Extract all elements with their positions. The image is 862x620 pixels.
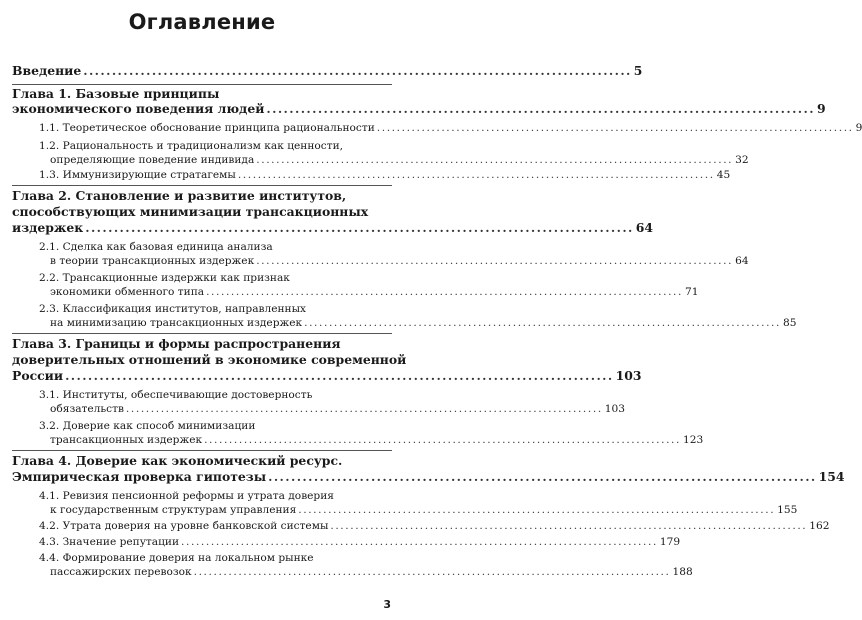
divider bbox=[12, 450, 392, 451]
toc-entry-label: 4.1. Ревизия пенсионной реформы и утрата доверия bbox=[39, 490, 334, 502]
toc-entry-label: экономики обменного типа bbox=[50, 286, 205, 298]
toc-entry-label: обязательств bbox=[50, 403, 124, 415]
toc-entry-label: трансакционных издержек bbox=[50, 434, 203, 446]
toc-entry-label: к государственным структурам управления bbox=[50, 504, 297, 516]
toc-page-number: 9 bbox=[816, 101, 826, 116]
toc-chapter-2-line-1[interactable] bbox=[12, 188, 392, 204]
toc-page-number: 64 bbox=[735, 255, 749, 267]
toc-section-2-2-line-2[interactable] bbox=[50, 284, 699, 300]
toc-chapter-2-line-2[interactable] bbox=[12, 204, 392, 220]
toc-entry-intro[interactable] bbox=[12, 63, 643, 79]
dot-leader: ................................................................................................ bbox=[304, 317, 781, 329]
toc-entry-label: 1.1. Теоретическое обоснование принципа рациональности bbox=[39, 122, 375, 134]
toc-section-4-1-line-2[interactable] bbox=[50, 502, 798, 518]
dot-leader: ................................................................................................ bbox=[330, 520, 808, 532]
toc-entry-label: 2.3. Классификация институтов, направленных bbox=[39, 303, 307, 315]
toc-section-3-1-line-2[interactable] bbox=[50, 401, 626, 417]
dot-leader: ................................................................................................ bbox=[376, 122, 854, 134]
toc-section-2-3-line-2[interactable] bbox=[50, 315, 797, 331]
toc-section-2-1-line-2[interactable] bbox=[50, 253, 749, 269]
toc-page-number: 64 bbox=[635, 220, 654, 235]
toc-entry-label: 4.3. Значение репутации bbox=[39, 536, 180, 548]
dot-leader: ................................................................................................ bbox=[85, 220, 634, 235]
toc-entry-label: способствующих минимизации трансакционных bbox=[12, 204, 369, 219]
toc-page-number: 123 bbox=[682, 434, 704, 446]
toc-entry-label: в теории трансакционных издержек bbox=[50, 255, 255, 267]
toc-page-number: 71 bbox=[684, 286, 699, 298]
toc-entry-label: 4.4. Формирование доверия на локальном рынке bbox=[39, 552, 314, 564]
toc-chapter-4-line-1[interactable] bbox=[12, 453, 392, 469]
toc-section-1-3[interactable] bbox=[39, 167, 731, 183]
divider bbox=[12, 333, 392, 334]
toc-section-4-2[interactable] bbox=[39, 518, 830, 534]
toc-page-number: 188 bbox=[672, 566, 693, 578]
toc-chapter-1-line-2[interactable] bbox=[12, 101, 826, 117]
toc-chapter-3-line-1[interactable] bbox=[12, 336, 392, 352]
toc-entry-label: Эмпирическая проверка гипотезы bbox=[12, 469, 267, 484]
toc-page-number: 32 bbox=[735, 154, 749, 166]
toc-entry-label: пассажирских перевозок bbox=[50, 566, 192, 578]
toc-entry-label: Глава 1. Базовые принципы bbox=[12, 86, 220, 101]
toc-entry-label: 3.2. Доверие как способ минимизации bbox=[39, 420, 256, 432]
toc-page-number: 103 bbox=[615, 368, 642, 383]
toc-entry-label: 1.3. Иммунизирующие стратагемы bbox=[39, 169, 236, 181]
toc-entry-label: экономического поведения людей bbox=[12, 101, 265, 116]
toc-entry-label: издержек bbox=[12, 220, 84, 235]
toc-entry-label: 1.2. Рациональность и традиционализм как ценности, bbox=[39, 140, 344, 152]
toc-page-number: 45 bbox=[716, 169, 731, 181]
toc-entry-label: 3.1. Институты, обеспечивающие достоверность bbox=[39, 389, 313, 401]
toc-entry-label: Глава 2. Становление и развитие институтов, bbox=[12, 188, 347, 203]
dot-leader: ................................................................................................ bbox=[256, 154, 734, 166]
dot-leader: ................................................................................................ bbox=[65, 368, 614, 383]
toc-chapter-3-line-3[interactable] bbox=[12, 368, 642, 384]
dot-leader: ................................................................................................ bbox=[193, 566, 671, 578]
toc-section-1-1[interactable] bbox=[39, 120, 862, 136]
toc-entry-label: России bbox=[12, 368, 64, 383]
toc-entry-label: Глава 3. Границы и формы распространения bbox=[12, 336, 341, 351]
toc-entry-label: Глава 4. Доверие как экономический ресурс. bbox=[12, 453, 343, 468]
dot-leader: ................................................................................................ bbox=[181, 536, 658, 548]
toc-page-number: 179 bbox=[659, 536, 681, 548]
toc-page-number: 154 bbox=[818, 469, 845, 484]
divider bbox=[12, 185, 392, 186]
toc-section-4-4-line-2[interactable] bbox=[50, 564, 693, 580]
toc-entry-label: определяющие поведение индивида bbox=[50, 154, 255, 166]
dot-leader: ................................................................................................ bbox=[206, 286, 683, 298]
toc-entry-label: 4.2. Утрата доверия на уровне банковской системы bbox=[39, 520, 329, 532]
toc-page-number: 5 bbox=[633, 63, 643, 78]
dot-leader: ................................................................................................ bbox=[268, 469, 817, 484]
toc-section-4-3[interactable] bbox=[39, 534, 681, 550]
dot-leader: ................................................................................................ bbox=[266, 101, 815, 116]
dot-leader: ................................................................................................ bbox=[83, 63, 632, 78]
toc-entry-label: доверительных отношений в экономике современной bbox=[12, 352, 407, 367]
toc-entry-label: на минимизацию трансакционных издержек bbox=[50, 317, 303, 329]
toc-page-number: 155 bbox=[777, 504, 798, 516]
dot-leader: ................................................................................................ bbox=[237, 169, 715, 181]
dot-leader: ................................................................................................ bbox=[256, 255, 734, 267]
toc-entry-label: 2.1. Сделка как базовая единица анализа bbox=[39, 241, 273, 253]
page-number: 3 bbox=[383, 598, 391, 611]
toc-page-number: 9 bbox=[855, 122, 862, 134]
toc-section-3-2-line-2[interactable] bbox=[50, 432, 704, 448]
dot-leader: ................................................................................................ bbox=[204, 434, 681, 446]
toc-page-number: 162 bbox=[809, 520, 830, 532]
dot-leader: ................................................................................................ bbox=[298, 504, 776, 516]
divider bbox=[12, 84, 392, 85]
toc-page-number: 85 bbox=[782, 317, 797, 329]
toc-entry-label: Введение bbox=[12, 63, 82, 78]
toc-chapter-2-line-3[interactable] bbox=[12, 220, 654, 236]
toc-chapter-1-line-1[interactable] bbox=[12, 86, 392, 102]
page-title: Оглавление bbox=[128, 10, 276, 34]
toc-page-number: 103 bbox=[604, 403, 626, 415]
toc-chapter-3-line-2[interactable] bbox=[12, 352, 407, 368]
toc-section-1-2-line-2[interactable] bbox=[50, 152, 749, 168]
toc-chapter-4-line-2[interactable] bbox=[12, 469, 845, 485]
toc-entry-label: 2.2. Трансакционные издержки как признак bbox=[39, 272, 290, 284]
dot-leader: ................................................................................................ bbox=[125, 403, 603, 415]
